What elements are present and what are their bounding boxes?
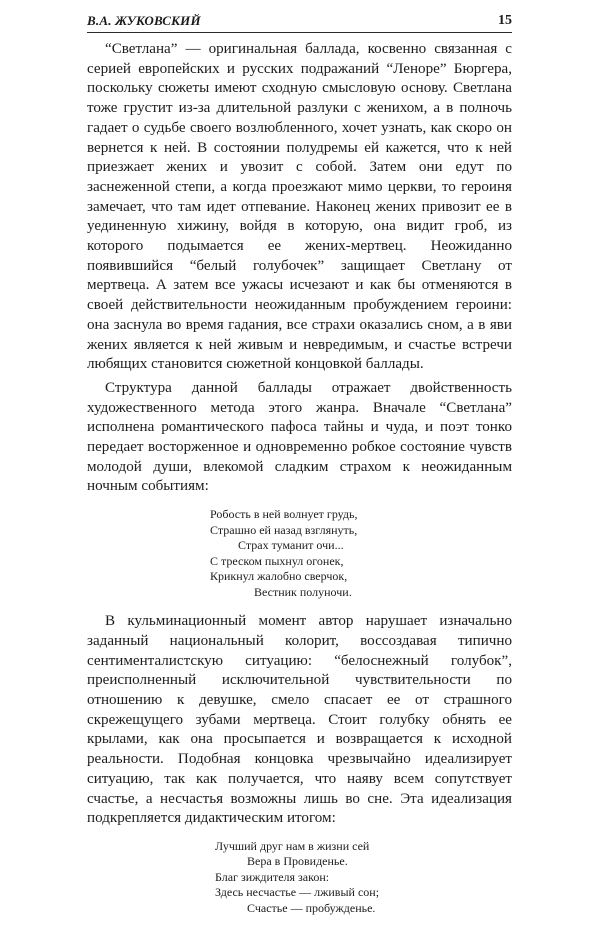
verse-line: Страх туманит очи...	[238, 538, 344, 553]
verse-line: С треском пыхнул огонек,	[210, 553, 344, 568]
verse-quote-2	[87, 839, 512, 917]
page-body	[87, 40, 512, 928]
verse-line: Крикнул жалобно сверчок,	[210, 569, 348, 584]
verse-line: Робость в ней волнует грудь,	[210, 507, 358, 522]
verse-line: Благ зиждителя закон:	[215, 869, 330, 884]
running-header-author: В.А. ЖУКОВСКИЙ	[87, 13, 201, 28]
paragraph-2: Структура данной баллады отражает двойственность художественного метода этого жанра. Вначале “Светлана” исполнена романтического пафоса тайны и чуда, и поэт тонко передает восторженное и одновременно робкое состояние чувств молодой души, влекомой сладким страхом к неожиданным ночным событиям:	[87, 379, 512, 495]
verse-line: Счастье — пробужденье.	[247, 900, 376, 915]
verse-line: Вера в Провиденье.	[247, 854, 348, 869]
verse-line: Страшно ей назад взглянуть,	[210, 522, 358, 537]
page-number: 15	[498, 13, 512, 28]
paragraph-1: “Светлана” — оригинальная баллада, косвенно связанная с серией европейских и русских подражаний “Леноре” Бюргера, поскольку сюжеты имеют сходную смысловую основу. Светлана тоже грустит из-за длительной разлуки с женихом, а в полночь гадает о судьбе своего возлюбленного, хочет узнать, как скоро он вернется к ней. В состоянии полудремы ей кажется, что к ней приезжает жених и увозит с собой. Затем они едут по заснеженной степи, а когда проезжают мимо церкви, то героиня замечает, что там идет отпевание. Наконец жених привозит ее в уединенную хижину, войдя в которую, она видит гроб, из которого подымается ее жених-мертвец. Неожиданно появившийся “белый голубочек” защищает Светлану от мертвеца. А затем все ужасы исчезают и как бы отменяются в своей действительности неожиданным пробуждением героини: она заснула во время гадания, все страхи оказались сном, а в яви жених является к ней живым и невредимым, и счастье встречи любящих становится сюжетной концовкой баллады.	[87, 41, 512, 373]
running-header	[87, 13, 512, 33]
verse-line: Здесь несчастье — лживый сон;	[215, 885, 380, 900]
verse-line: Лучший друг нам в жизни сей	[215, 838, 370, 853]
paragraph-3: В кульминационный момент автор нарушает изначально заданный национальный колорит, воссоздавая типично сентименталистскую ситуацию: “белоснежный голубок”, преисполненный исключительной чувствительности по отношению к девушке, смело спасает ее от страшного скрежещущего зубами мертвеца. Стоит голубку обнять ее крылами, как она просыпается и возвращается к исходной реальности. Подобная концовка чрезвычайно идеализирует ситуацию, так как получается, что наяву всем сопутствует счастье, а несчастья возможны лишь во сне. Эта идеализация подкрепляется дидактическим итогом:	[87, 613, 512, 827]
verse-quote-1	[87, 507, 512, 600]
verse-line: Вестник полуночи.	[254, 584, 352, 599]
